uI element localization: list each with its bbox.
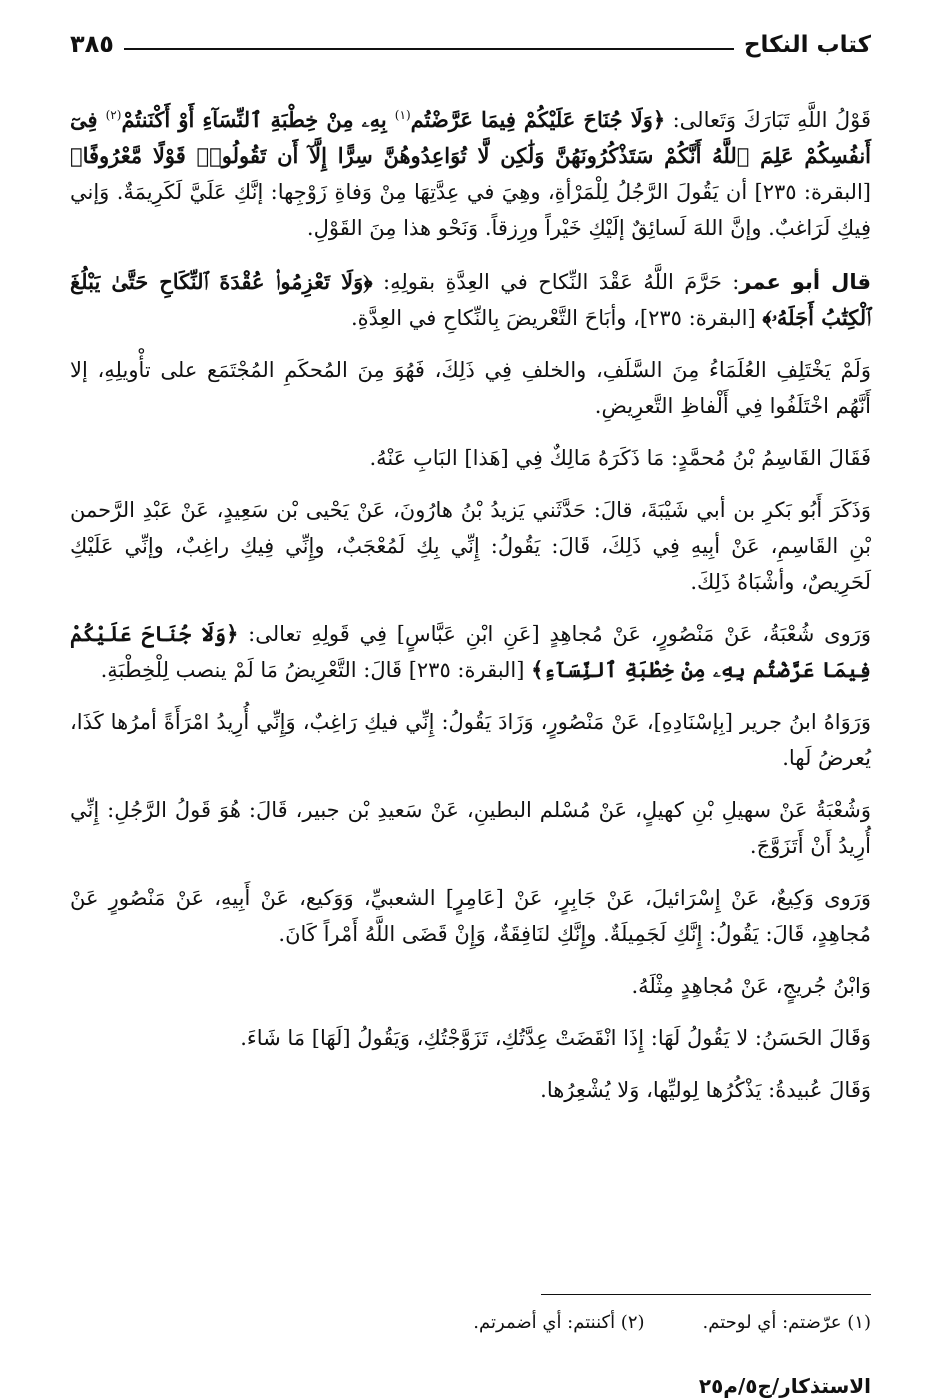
signature-mark: الاستذكار/ج٥/م٢٥ — [698, 1374, 871, 1398]
quran-verse: ﴿وَلَا تَعْزِمُوا۟ عُقْدَةَ ٱلنِّكَاحِ حَتَّىٰ يَبْلُغَ ٱلْكِتَٰبُ أَجَلَهُۥ﴾ — [70, 269, 871, 330]
text: [البقرة: ٢٣٥]، وأبَاحَ التَّعْريضَ بِالنِّكاحِ في العِدَّةِ. — [350, 306, 763, 330]
paragraph-8: وَشُعْبَةُ عَنْ سهيلِ بْنِ كهيلٍ، عَنْ مُسْلم البطينِ، عَنْ سَعيدِ بْن جبير، قَالَ: هُوَ قَولُ الرَّجُلِ: إِنِّي أُرِيدُ أَنْ أَتَزَوَّجَ. — [70, 798, 871, 858]
paragraph-1 — [70, 102, 871, 246]
quran-verse: ﴿وَلَا جُنَاحَ عَلَيْكُمْ فِيمَا عَرَّضْتُم — [410, 107, 666, 132]
paragraph-6 — [70, 616, 871, 688]
text: [البقرة: ٢٣٥] أن يَقُولَ الرَّجُلُ لِلْمَرْأةِ، وهِيَ في عِدَّتِهَا مِنْ وَفاةِ زَوْجِها: إنَّكِ عَلَيَّ لَكَرِيمَةٌ. وَإني فِيكِ لَرَاغبٌ. وإنَّ اللهَ لَسائِقٌ إلَيْكِ خَيْراً ورِزقاً. وَنَحْو هذا مِنَ القَوْلِ. — [70, 180, 871, 240]
paragraph-5: وَذَكَرَ أَبُو بَكرِ بن أبي شَيْبَةَ، قالَ: حَدَّثَني يَزيدُ بْنُ هارُونَ، عَنْ يَحْيى بْن سَعِيدٍ، عَنْ عَبْدِ الرَّحمن بْنِ القَاسِمِ، عَنْ أبِيهِ فِي ذَلِكَ، قَالَ: يَقُولُ: إِنِّي بِكِ لَمُعْجَبٌ، وإِنِّي فِيكِ راغِبٌ، وإنِّي عَلَيْكِ لَحَرِيصٌ، وأشْبَاهُ ذَلِكَ. — [70, 498, 871, 594]
header-rule — [124, 48, 734, 50]
paragraph-11: وَقَالَ الحَسَنُ: لا يَقُولُ لَهَا: إِذَا انْقَضَتْ عِدَّتُكِ، تَزَوَّجْتُكِ، وَيَقُولُ [لَهَا] مَا شَاءَ. — [240, 1026, 871, 1050]
paragraph-3: وَلَمْ يَخْتَلِفِ العُلَمَاءُ مِنَ السَّلَفِ، والخلفِ فِي ذَلِكَ، فَهُوَ مِنَ المُحكَمِ المُجْتَمَع على تأْويلِهِ، إلا أَنَّهُم اخْتَلَفُوا فِي أَلْفاظِ التَّعرِيضِ. — [70, 358, 871, 418]
text: [البقرة: ٢٣٥] قَالَ: التَّعْرِيضُ مَا لَمْ ينصب لِلْخِطْبَةِ. — [100, 658, 532, 682]
paragraph-2 — [70, 264, 871, 336]
page-body — [70, 102, 871, 1108]
paragraph-4: فَقَالَ القَاسِمُ بْنُ مُحمَّدٍ: مَا ذَكَرَهُ مَالِكٌ فِي [هَذا] البَابِ عَنْهُ. — [369, 446, 871, 470]
paragraph-12: وَقَالَ عُبيدةُ: يَذْكُرُها لِوليِّها، وَلا يُشْعِرُها. — [540, 1078, 871, 1102]
quran-verse: فِىٓ أَنفُسِكُمْ عَلِمَ ٱللَّهُ أَنَّكُمْ سَتَذْكُرُونَهُنَّ وَلَٰكِن لَّا تُوَاعِدُوهُنَّ سِرًّا إِلَّآ أَن تَقُولُوا۟ قَوْلًا مَّعْرُوفًا﴾ — [70, 107, 871, 168]
quran-verse: بِهِۦ مِنْ خِطْبَةِ ٱلنِّسَآءِ أَوْ أَكْنَنتُمْ — [121, 107, 395, 132]
text: قَوْلُ اللَّهِ تَبَارَكَ وَتَعالى: — [665, 108, 871, 132]
footnote-2: (٢) أكننتم: أي أضمرتم. — [473, 1312, 645, 1333]
footnotes — [70, 1312, 871, 1333]
footnote-ref-2: (٢) — [105, 108, 122, 122]
paragraph-10: وَابْنُ جُريجٍ، عَنْ مُجاهِدٍ مِثْلَهُ. — [631, 974, 871, 998]
page-header — [70, 22, 871, 58]
text: : حَرَّمَ اللَّهُ عَقْدَ النِّكاح في العِدَّةِ بقولِهِ: — [372, 270, 740, 294]
paragraph-lead: قال أبو عمر — [739, 270, 871, 294]
quran-verse: ﴿وَلَا جُنَاحَ عَلَيْكُمْ فِيمَا عَرَّضْتُم بِهِۦ مِنْ خِطْبَةِ ٱلنِّسَآءِ﴾ — [70, 621, 871, 682]
footnote-ref-1: (١) — [394, 108, 411, 122]
footnote-rule — [541, 1294, 871, 1295]
footnote-1: (١) عرّضتم: أي لوحتم. — [702, 1312, 871, 1333]
page-number: ٣٨٥ — [70, 30, 114, 58]
paragraph-9: وَرَوى وَكِيعٌ، عَنْ إِسْرَائيلَ، عَنْ جَابِرٍ، عَنْ [عَامِرٍ] الشعبيِّ، وَوَكيع، عَنْ أَبِيهِ، عَنْ مَنْصُورٍ عَنْ مُجاهِدٍ، قَالَ: يَقُولُ: إِنَّكِ لَجَمِيلَةٌ. وإِنَّكِ لنَافِقَةٌ، وَإِنْ قَضَى اللَّهُ أَمْراً كَانَ. — [70, 886, 871, 946]
book-page — [70, 22, 871, 1398]
text: وَرَوى شُعْبَةُ، عَنْ مَنْصُورٍ، عَنْ مُجاهِدٍ [عَنِ ابْنِ عَبَّاسٍ] فِي قَولِهِ تعالى: — [238, 622, 871, 646]
paragraph-7: وَرَوَاهُ ابنُ جرير [بِإسْنَادِهِ]، عَنْ مَنْصُورٍ، وَزَادَ يَقُولُ: إِنِّي فيكِ رَاغِبٌ، وَإِنِّي أُرِيدُ امْرَأَةً أمرُها كَذَا، يُعرضُ لَها. — [70, 710, 871, 770]
running-title: كتاب النكاح — [743, 32, 871, 58]
